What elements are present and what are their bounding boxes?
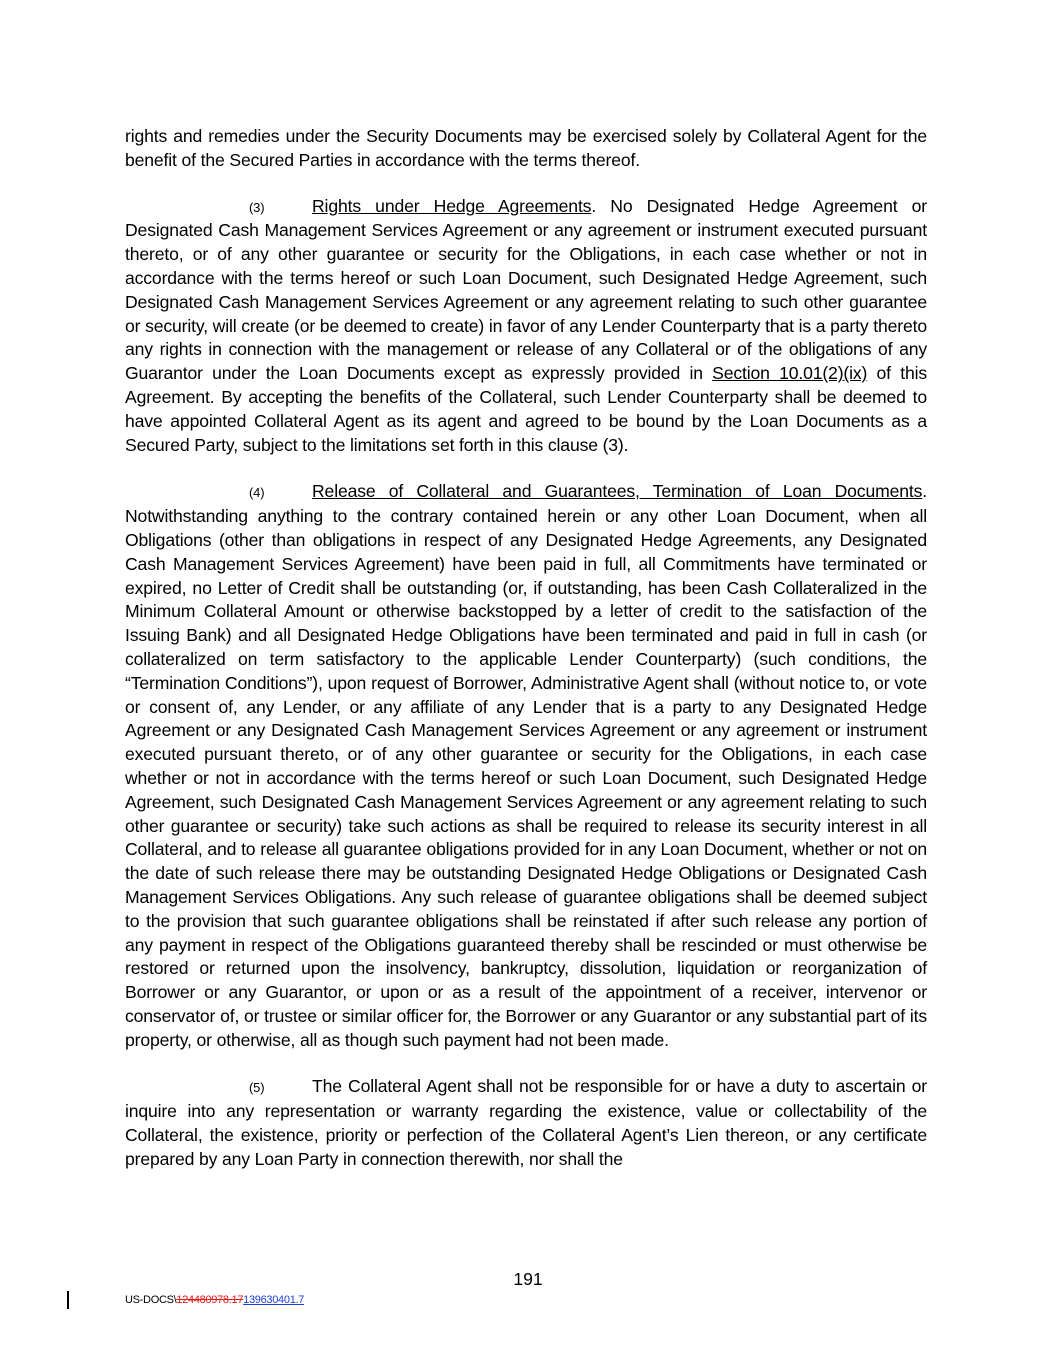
paragraph-5: [125, 1075, 927, 1171]
paragraph-heading: Rights under Hedge Agreements: [312, 195, 592, 216]
paragraph-text: of this Agreement. By accepting the benefits of the Collateral, such Lender Counterparty shall be deemed to have appointed Collateral Agent as its agent and agreed to be bound by the Loan Documents as a Secured Party, subject to the limitations set forth in this clause (3).: [125, 363, 927, 455]
docid-deleted: 124480978.17: [176, 1294, 244, 1306]
revision-change-bar: [67, 1291, 69, 1309]
paragraph-text: The Collateral Agent shall not be responsible for or have a duty to ascertain or inquire into any representation or warranty regarding the existence, value or collectability of the Collateral, the existence, priority or perfection of the Collateral Agent’s Lien thereon, or any certificate prepared by any Loan Party in connection therewith, nor shall the: [125, 1076, 927, 1169]
paragraph-4: [125, 480, 927, 1052]
paragraph-continuation: [125, 125, 927, 173]
document-body: [125, 125, 927, 1195]
paragraph-text: . Notwithstanding anything to the contrary contained herein or any other Loan Document, when all Obligations (other than obligations in respect of any Designated Hedge Agreements, any Designated Cash Management Services Agreement) have been paid in full, all Commitments have terminated or expired, no Letter of Credit shall be outstanding (or, if outstanding, has been Cash Collateralized in the Minimum Collateral Amount or otherwise backstopped by a letter of credit to the satisfaction of the Issuing Bank) and all Designated Hedge Obligations have been terminated and paid in full in cash (or collateralized on term satisfactory to the applicable Lender Counterparty) (such conditions, the “Termination Conditions”), upon request of Borrower, Administrative Agent shall (without notice to, or vote or consent of, any Lender, or any affiliate of any Lender that is a party to any Designated Hedge Agreement or any Designated Cash Management Services Agreement or any agreement or instrument executed pursuant thereto, or of any other guarantee or security for the Obligations, in each case whether or not in accordance with the terms hereof or such Loan Document, such Designated Hedge Agreement, such Designated Cash Management Services Agreement or any agreement relating to such other guarantee or security) take such actions as shall be required to release its security interest in all Collateral, and to release all guarantee obligations provided for in any Loan Document, whether or not on the date of such release there may be outstanding Designated Hedge Obligations or Designated Cash Management Services Obligations. Any such release of guarantee obligations shall be deemed subject to the provision that such guarantee obligations shall be reinstated if after such release any portion of any payment in respect of the Obligations guaranteed thereby shall be rescinded or must otherwise be restored or returned upon the insolvency, bankruptcy, dissolution, liquidation or reorganization of Borrower or any Guarantor, or upon or as a result of the appointment of a receiver, intervenor or conservator of, or trustee or similar officer for, the Borrower or any Guarantor or any substantial part of its property, or otherwise, all as though such payment had not been made.: [125, 481, 927, 1050]
section-reference: Section 10.01(2)(ix): [712, 363, 868, 384]
paragraph-heading: Release of Collateral and Guarantees, Termination of Loan Documents: [312, 481, 923, 502]
docid-inserted: 139630401.7: [243, 1294, 305, 1306]
paragraph-number: (4): [249, 485, 265, 501]
paragraph-number: (3): [249, 199, 265, 215]
paragraph-text: rights and remedies under the Security Documents may be exercised solely by Collateral Agent for the benefit of the Secured Parties in accordance with the terms thereof.: [125, 126, 927, 170]
paragraph-3: [125, 195, 927, 458]
footer-document-id: [125, 1294, 304, 1306]
paragraph-number: (5): [249, 1080, 265, 1096]
paragraph-text: . No Designated Hedge Agreement or Designated Cash Management Services Agreement or any agreement or instrument executed pursuant thereto, or of any other guarantee or security for the Obligations, in each case whether or not in accordance with the terms hereof or such Loan Document, such Designated Hedge Agreement, such Designated Cash Management Services Agreement or any agreement relating to such other guarantee or security, will create (or be deemed to create) in favor of any Lender Counterparty that is a party thereto any rights in connection with the management or release of any Collateral or of the obligations of any Guarantor under the Loan Documents except as expressly provided in: [125, 195, 927, 384]
docid-prefix: US-DOCS\: [125, 1294, 177, 1306]
page-number: 191: [513, 1269, 543, 1289]
